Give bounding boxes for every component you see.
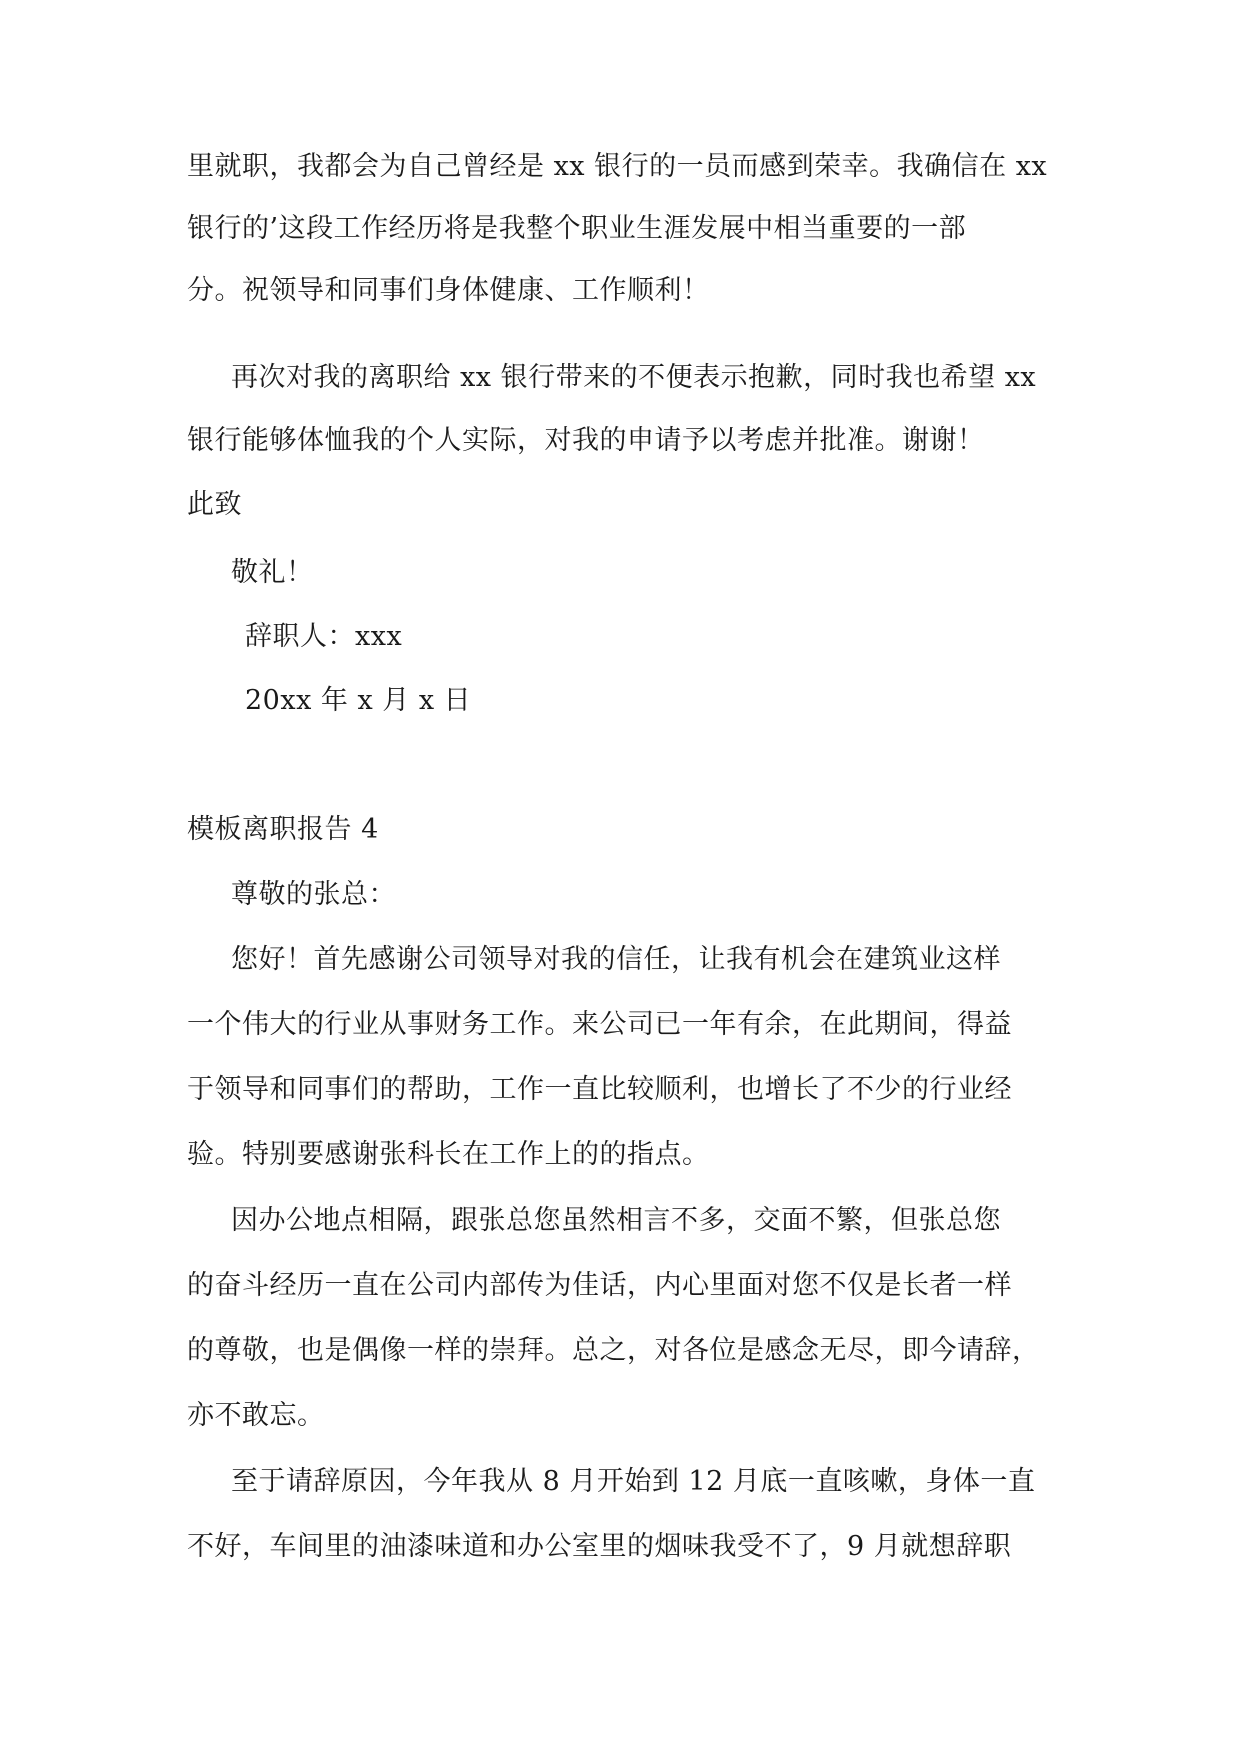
text-line: 您好！首先感谢公司领导对我的信任，让我有机会在建筑业这样 [231, 944, 1001, 975]
greeting: 尊敬的张总： [231, 879, 396, 910]
text-line: 验。特别要感谢张科长在工作上的的指点。 [187, 1139, 710, 1170]
closing-salutation: 此致 [187, 489, 242, 520]
text-line: 银行能够体恤我的个人实际，对我的申请予以考虑并批准。谢谢！ [187, 425, 985, 456]
text-line: 亦不敢忘。 [187, 1400, 325, 1431]
signature-name: 辞职人：xxx [245, 621, 403, 652]
text-line: 因办公地点相隔，跟张总您虽然相言不多，交面不繁，但张总您 [231, 1205, 1001, 1236]
text-line: 的奋斗经历一直在公司内部传为佳话，内心里面对您不仅是长者一样 [187, 1270, 1012, 1301]
section-heading: 模板离职报告 4 [187, 814, 379, 845]
text-line: 的尊敬，也是偶像一样的崇拜。总之，对各位是感念无尽，即今请辞， [187, 1335, 1040, 1366]
text-line: 一个伟大的行业从事财务工作。来公司已一年有余，在此期间，得益 [187, 1009, 1012, 1040]
text-line: 分。祝领导和同事们身体健康、工作顺利！ [187, 275, 710, 306]
text-line: 银行的’这段工作经历将是我整个职业生涯发展中相当重要的一部 [187, 213, 967, 244]
closing-regards: 敬礼！ [231, 557, 314, 588]
text-line: 至于请辞原因，今年我从 8 月开始到 12 月底一直咳嗽，身体一直 [231, 1466, 1036, 1497]
text-line: 再次对我的离职给 xx 银行带来的不便表示抱歉，同时我也希望 xx [231, 362, 1037, 393]
text-line: 于领导和同事们的帮助，工作一直比较顺利，也增长了不少的行业经 [187, 1074, 1012, 1105]
text-line: 里就职，我都会为自己曾经是 xx 银行的一员而感到荣幸。我确信在 xx [187, 151, 1048, 182]
signature-date: 20xx 年 x 月 x 日 [245, 685, 472, 716]
text-line: 不好，车间里的油漆味道和办公室里的烟味我受不了，9 月就想辞职 [187, 1531, 1012, 1562]
